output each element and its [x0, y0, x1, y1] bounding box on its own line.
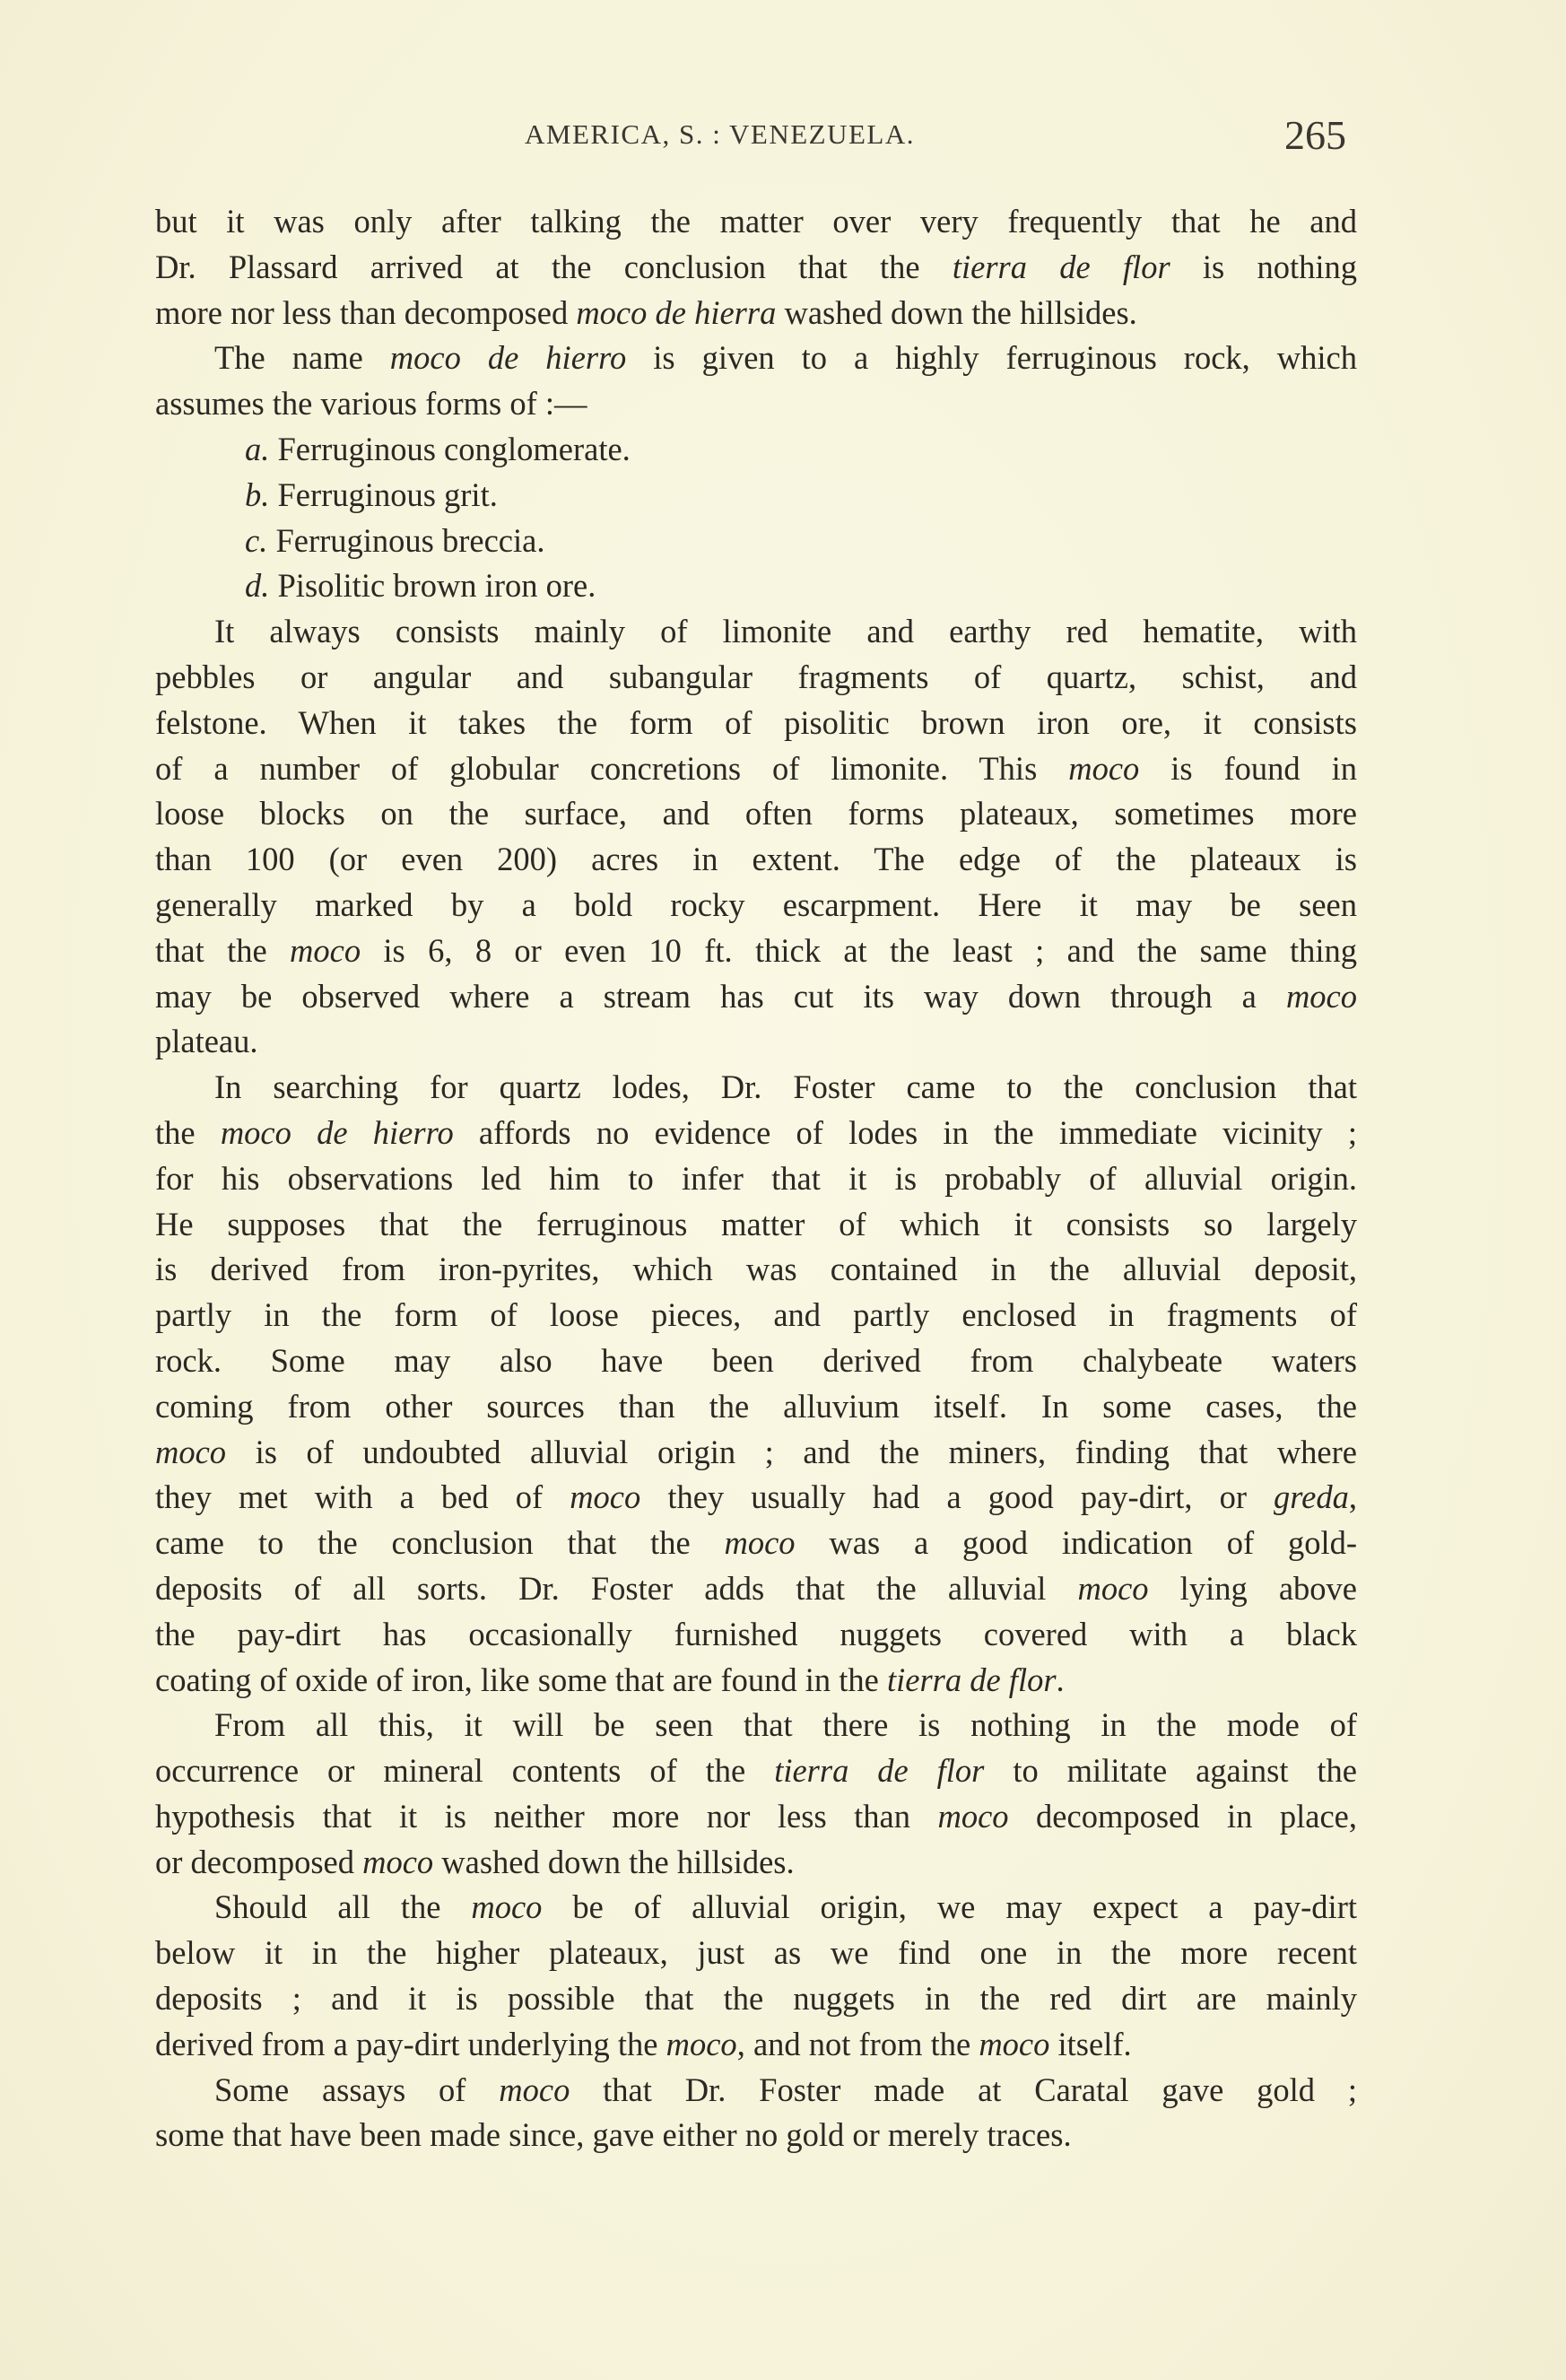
text-line: the moco de hierro affords no evidence of lodes in the immediate vicinity ; [155, 1113, 1358, 1151]
paragraph-p3 [155, 609, 1357, 1065]
text-line: It always consists mainly of limonite and earthy red hematite, with [214, 613, 1357, 650]
list-marker: b. [245, 475, 270, 513]
text-line: than 100 (or even 200) acres in extent. The edge of the plateaux is [155, 841, 1357, 878]
text-line: some that have been made since, gave either no gold or merely traces. [155, 2116, 1072, 2154]
italic-term: tierra de flor [774, 1752, 985, 1790]
list-item: b. Ferruginous grit. [245, 475, 498, 513]
italic-term: moco [1077, 1569, 1149, 1607]
italic-term: moco [155, 1433, 227, 1470]
text-line: rock. Some may also have been derived from chalybeate waters [155, 1341, 1357, 1379]
text-line: assumes the various forms of :— [155, 385, 587, 423]
italic-term: moco [290, 931, 361, 969]
italic-term: moco [666, 2025, 737, 2062]
text-line: or decomposed moco washed down the hillsides. [155, 1843, 795, 1880]
list-item: a. Ferruginous conglomerate. [245, 430, 631, 467]
italic-term: moco [937, 1797, 1009, 1835]
text-line: came to the conclusion that the moco was a good indication of gold- [155, 1524, 1357, 1562]
running-title: AMERICA, S. : VENEZUELA. [525, 118, 915, 150]
italic-term: moco de hierro [389, 339, 627, 377]
paragraph-p4 [155, 1065, 1357, 1703]
italic-term: moco [471, 1888, 543, 1926]
italic-term: tierra de flor [952, 248, 1170, 285]
italic-term: moco de hierro [220, 1113, 454, 1151]
list-marker: d. [245, 567, 270, 605]
text-line: but it was only after talking the matter over very frequently that he and [155, 203, 1357, 240]
text-line: loose blocks on the surface, and often forms plateaux, sometimes more [155, 795, 1357, 833]
text-line: deposits ; and it is possible that the nuggets in the red dirt are mainly [155, 1980, 1357, 2018]
italic-term: moco [1285, 977, 1357, 1015]
italic-term: moco de hierra [576, 293, 777, 331]
text-line: In searching for quartz lodes, Dr. Foster came to the conclusion that [214, 1068, 1357, 1106]
text-line: coating of oxide of iron, like some that are found in the tierra de flor. [155, 1661, 1065, 1698]
text-line: From all this, it will be seen that there is nothing in the mode of [214, 1706, 1357, 1744]
text-line: He supposes that the ferruginous matter of which it consists so largely [155, 1205, 1357, 1242]
text-line: moco is of undoubted alluvial origin ; and the miners, finding that where [155, 1433, 1357, 1470]
list-marker: c. [245, 521, 268, 559]
italic-term: moco [499, 2071, 570, 2108]
text-line: felstone. When it takes the form of pisolitic brown iron ore, it consists [155, 703, 1357, 741]
italic-term: moco [1068, 749, 1140, 787]
list-item: d. Pisolitic brown iron ore. [245, 567, 596, 605]
text-line: may be observed where a stream has cut its way down through a moco [155, 977, 1357, 1015]
text-line: that the moco is 6, 8 or even 10 ft. thick at the least ; and the same thing [155, 931, 1357, 969]
text-line: Should all the moco be of alluvial origin, we may expect a pay-dirt [214, 1888, 1357, 1926]
text-line: occurrence or mineral contents of the tierra de flor to militate against the [155, 1752, 1357, 1790]
paragraph-p1 [155, 199, 1357, 336]
text-line: is derived from iron-pyrites, which was contained in the alluvial deposit, [155, 1251, 1357, 1288]
list-item: c. Ferruginous breccia. [245, 521, 545, 559]
text-line: coming from other sources than the alluvium itself. In some cases, the [155, 1387, 1357, 1425]
text-line: Dr. Plassard arrived at the conclusion that the tierra de flor is nothing [155, 248, 1357, 285]
text-line: derived from a pay-dirt underlying the moco, and not from the moco itself. [155, 2025, 1132, 2062]
text-line: partly in the form of loose pieces, and partly enclosed in fragments of [155, 1296, 1357, 1334]
italic-term: tierra de flor [886, 1661, 1057, 1698]
text-line: the pay-dirt has occasionally furnished nuggets covered with a black [155, 1615, 1357, 1652]
italic-term: greda [1274, 1478, 1349, 1516]
paragraph-p7 [155, 2068, 1357, 2159]
text-line: below it in the higher plateaux, just as we find one in the more recent [155, 1934, 1357, 1972]
text-line: more nor less than decomposed moco de hierra washed down the hillsides. [155, 293, 1137, 331]
paragraph-p5 [155, 1703, 1357, 1885]
text-line: The name moco de hierro is given to a highly ferruginous rock, which [214, 339, 1357, 377]
text-line: generally marked by a bold rocky escarpment. Here it may be seen [155, 885, 1357, 923]
forms-list [155, 427, 1357, 609]
italic-term: moco [362, 1843, 434, 1880]
text-line: pebbles or angular and subangular fragments of quartz, schist, and [155, 658, 1357, 695]
text-line: Some assays of moco that Dr. Foster made at Caratal gave gold ; [214, 2071, 1357, 2108]
paragraph-p2 [155, 336, 1357, 427]
running-head [0, 112, 1566, 161]
italic-term: moco [570, 1478, 641, 1516]
page-number: 265 [1284, 112, 1346, 158]
italic-term: moco [724, 1524, 796, 1562]
paragraph-p6 [155, 1885, 1357, 2067]
body-text [155, 199, 1357, 2158]
text-line: plateau. [155, 1023, 258, 1060]
text-line: they met with a bed of moco they usually had a good pay-dirt, or greda, [155, 1478, 1357, 1516]
text-line: for his observations led him to infer that it is probably of alluvial origin. [155, 1159, 1357, 1197]
italic-term: moco [979, 2025, 1050, 2062]
text-line: hypothesis that it is neither more nor less than moco decomposed in place, [155, 1797, 1357, 1835]
text-line: deposits of all sorts. Dr. Foster adds that the alluvial moco lying above [155, 1569, 1357, 1607]
list-marker: a. [245, 430, 270, 467]
text-line: of a number of globular concretions of limonite. This moco is found in [155, 749, 1357, 787]
